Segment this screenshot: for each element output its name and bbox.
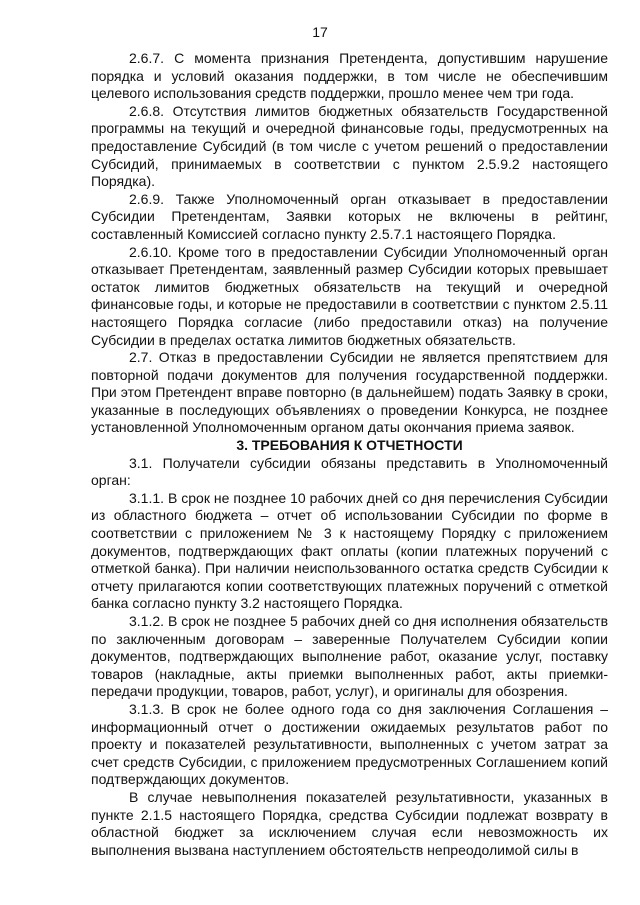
paragraph-3-1-1: 3.1.1. В срок не позднее 10 рабочих дней со дня перечисления Субсидии из областного бюджета – отчет об использовании Субсидии по форме в соответствии с приложением № 3 к настоящему Порядку с приложением документов, подтверждающих факт оплаты (копии платежных поручений с отметкой банка). При наличии неиспользованного остатка средств Субсидии к отчету прилагаются копии соответствующих платежных поручений с отметкой банка согласно пункту 3.2 настоящего Порядка.	[91, 489, 608, 612]
section-heading: 3. ТРЕБОВАНИЯ К ОТЧЕТНОСТИ	[236, 437, 463, 454]
paragraph-2-6-9: 2.6.9. Также Уполномоченный орган отказывает в предоставлении Субсидии Претендентам, Заявки которых не включены в рейтинг, составленный Комиссией согласно пункту 2.5.7.1 настоящего Порядка.	[91, 190, 608, 242]
paragraph-2-6-10: 2.6.10. Кроме того в предоставлении Субсидии Уполномоченный орган отказывает Претендентам, заявленный размер Субсидии которых превышает остаток лимитов бюджетных обязательств на текущий и очередной финансовые годы, и которые не предоставили в соответствии с пунктом 2.5.11 настоящего Порядка согласие (либо предоставили отказ) на получение Субсидии в пределах остатка лимитов бюджетных обязательств.	[91, 243, 608, 348]
paragraph-3-1-3: 3.1.3. В срок не более одного года со дня заключения Соглашения – информационный отчет о достижении ожидаемых результатов работ по проекту и показателей результативности, выполненных с учетом затрат за счет средств Субсидии, с приложением предусмотренных Соглашением копий подтверждающих документов.	[91, 700, 608, 788]
document-body	[91, 50, 608, 859]
paragraph-2-6-7: 2.6.7. С момента признания Претендента, допустившим нарушение порядка и условий оказания поддержки, в том числе не обеспечившим целевого использования средств поддержки, прошло менее чем три года.	[91, 50, 608, 102]
paragraph-2-7: 2.7. Отказ в предоставлении Субсидии не является препятствием для повторной подачи документов для получения государственной поддержки. При этом Претендент вправе повторно (в дальнейшем) подать Заявку в сроки, указанные в последующих объявлениях о проведении Конкурса, не позднее установленной Уполномоченным органом даты окончания приема заявок.	[91, 349, 608, 436]
paragraph-3-1: 3.1. Получатели субсидии обязаны представить в Уполномоченный орган:	[91, 454, 608, 489]
paragraph-2-6-8: 2.6.8. Отсутствия лимитов бюджетных обязательств Государственной программы на текущий и очередной финансовые годы, предусмотренных на предоставление Субсидий (в том числе с учетом решений о предоставлении Субсидий, принимаемых в соответствии с пунктом 2.5.9.2 настоящего Порядка).	[91, 102, 608, 190]
page-number: 17	[312, 24, 328, 40]
paragraph-refund-case: В случае невыполнения показателей результативности, указанных в пункте 2.1.5 настоящего Порядка, средства Субсидии подлежат возврату в областной бюджет за исключением случая если невозможность их выполнения вызвана наступлением обстоятельств непреодолимой силы в	[91, 788, 608, 858]
paragraph-3-1-2: 3.1.2. В срок не позднее 5 рабочих дней со дня исполнения обязательств по заключенным договорам – заверенные Получателем Субсидии копии документов, подтверждающих выполнение работ, оказание услуг, поставку товаров (накладные, акты приемки выполненных работ, акты приемки-передачи продукции, товаров, работ, услуг), и оригиналы для обозрения.	[91, 613, 608, 700]
